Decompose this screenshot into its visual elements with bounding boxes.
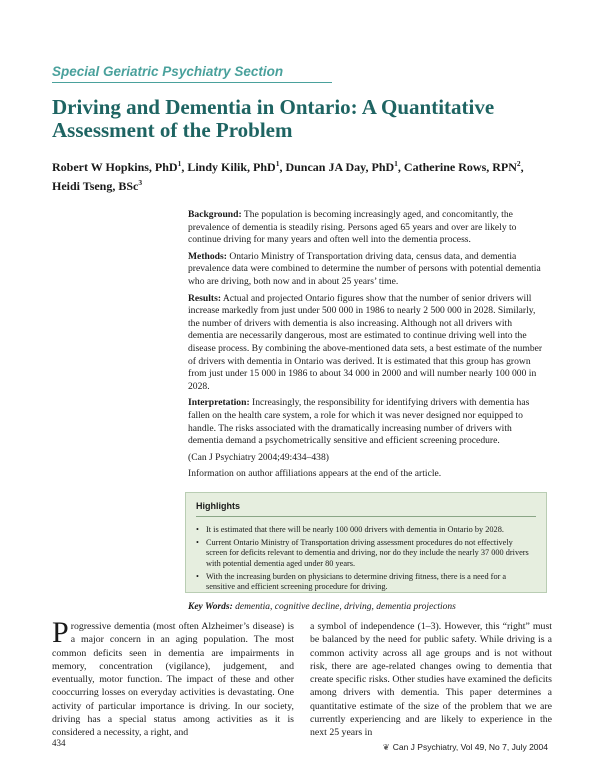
highlight-item: • It is estimated that there will be nearly 100 000 drivers with dementia in Ontario by 2028. xyxy=(196,525,504,534)
citation: (Can J Psychiatry 2004;49:434–438) xyxy=(188,451,329,463)
key-words xyxy=(188,602,548,612)
author-list xyxy=(52,156,552,194)
body-column-left xyxy=(52,616,294,740)
abstract xyxy=(188,209,546,485)
body-paragraph: a symbol of independence (1–3). However, this “right” must be balanced by the need for public safety. While driving is a common activity across all age groups and is not without risk, there are age-related changes owing to dementia that create specific risks. Other studies have examined the deficits among drivers with dementia. This paper determines a quantitative estimate of the size of the problem that we are currently experiencing and are likely to experience in the next 25 years in xyxy=(310,621,552,739)
bullet-icon: • xyxy=(196,525,199,534)
journal-footer: ❦ Can J Psychiatry, Vol 49, No 7, July 2004 xyxy=(382,742,548,752)
affiliations-note: Information on author affiliations appears at the end of the article. xyxy=(188,468,442,480)
highlight-item: • Current Ontario Ministry of Transportation driving assessment procedures do not effectively screen for deficits relevant to dementia and driving, nor do they include the nearly 37 000 drivers with potential dementia aged under 80 years. xyxy=(196,538,529,568)
author: Catherine Rows, RPN$^2$, xyxy=(403,159,524,174)
author: Lindy Kilik, PhD$^1$, xyxy=(187,159,286,174)
page-number: 434 xyxy=(52,738,66,748)
section-label: Special Geriatric Psychiatry Section xyxy=(52,64,332,83)
highlights-title: Highlights xyxy=(196,501,536,517)
highlights-box xyxy=(185,492,547,593)
abstract-interpretation: Interpretation: Increasingly, the responsibility for identifying drivers with dementia has fallen on the health care system, a role for which it was never designed nor equipped to handle. The risks associated with the dramatically increasing number of drivers with dementia demand a psychometrically sensitive and efficient screening procedure. xyxy=(188,397,530,447)
author: Duncan JA Day, PhD$^1$, xyxy=(285,159,404,174)
body-paragraph: Progressive dementia (most often Alzheimer’s disease) is a major concern in an aging population. The most common deficits seen in dementia are impairments in memory, concentration (vigilance), judgement, and eventually, motor function. The impact of these and other cooccurring losses on everyday activities is devastating. One activity of particular importance is driving. In our society, driving has a special status among activities as it is considered a necessity, a right, and xyxy=(52,616,294,739)
maple-leaf-icon: ❦ xyxy=(382,742,390,752)
author: Robert W Hopkins, PhD$^1$, xyxy=(52,159,188,174)
abstract-background: Background: The population is becoming increasingly aged, and concomitantly, the prevalence of dementia is steadily rising. Persons aged 65 years and over are likely to continue driving for many years and often well into the dementia process. xyxy=(188,209,517,246)
key-words-label: Key Words: xyxy=(188,602,233,612)
abstract-methods: Methods: Ontario Ministry of Transportation driving data, census data, and dementia prevalence data were combined to determine the number of persons with potential dementia who are driving, both now and in about 25 years’ time. xyxy=(188,250,541,287)
article-title: Driving and Dementia in Ontario: A Quantitative Assessment of the Problem xyxy=(52,95,495,142)
bullet-icon: • xyxy=(196,538,199,548)
author: Heidi Tseng, BSc$^3$ xyxy=(52,178,143,193)
key-words-text: dementia, cognitive decline, driving, dementia projections xyxy=(235,602,456,612)
highlight-item: • With the increasing burden on physicians to determine driving fitness, there is a need for a sensitive and efficient screening procedure for driving. xyxy=(196,571,507,592)
bullet-icon: • xyxy=(196,571,199,581)
drop-cap: P xyxy=(52,616,69,649)
abstract-results: Results: Actual and projected Ontario figures show that the number of senior drivers will increase markedly from just under 500 000 in 1986 to nearly 2 500 000 in 2028. Similarly, the number of drivers with dementia is also increasing. Although not all drivers with dementia are necessarily dangerous, most are estimated to continue driving well into the disease process. By combining the above-mentioned data sets, a best estimate of the number of drivers with dementia in Ontario was derived. It is estimated that this group has grown from just under 15 000 in 1986 to about 34 000 in 2000 and will number nearly 100 000 in 2028. xyxy=(188,292,543,392)
highlights-list xyxy=(196,525,536,592)
body-column-right xyxy=(310,620,552,740)
